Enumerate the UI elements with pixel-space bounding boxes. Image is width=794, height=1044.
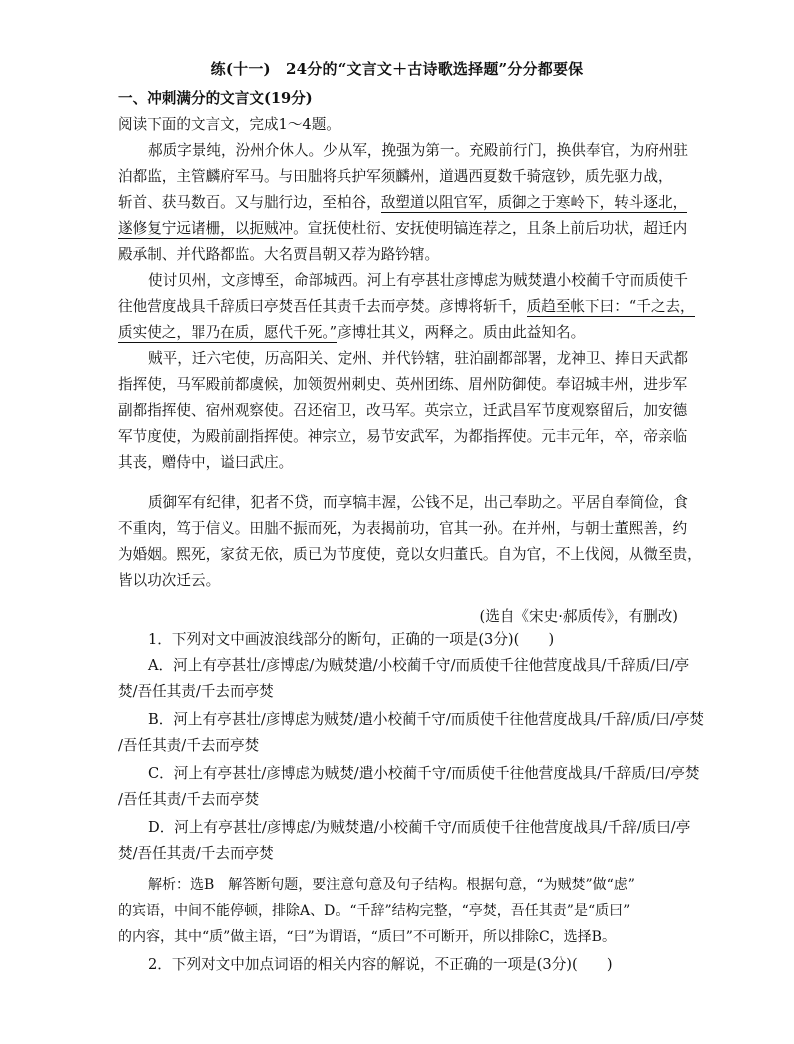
passage-p3-line: 贼平，迁六宅使，历高阳关、定州、并代钤辖，驻泊副都部署，龙神卫、捧日天武都 — [148, 350, 688, 367]
page-title: 练(十一) 24分的“文言文＋古诗歌选择题”分分都要保 — [210, 60, 584, 78]
passage-p3-line: 副都指挥使、宿州观察使。召还宿卫，改马军。英宗立，迁武昌军节度观察留后，加安德 — [118, 402, 688, 419]
passage-p3-line: 其丧，赠侍中，谥曰武庄。 — [118, 454, 294, 471]
question-1-analysis: 的内容，其中“质”做主语，“曰”为谓语，“质曰”不可断开，所以排除C，选择B。 — [118, 929, 616, 945]
passage-p3-line: 军节度使，为殿前副指挥使。神宗立，易节安武军，为都指挥使。元丰元年，卒，帝亲临 — [118, 428, 688, 445]
question-1-option-c: C．河上有亭甚壮/彦博虑为贼焚/遣小校蔺千守/而质使千往他营度战具/千辞质/曰/亭焚 — [148, 765, 700, 782]
translation-underline: 遂修复宁远诸栅，以扼贼冲 — [118, 220, 294, 237]
passage-text: 。宣抚使杜衍、安抚使明镐连荐之，且条上前后功状，超迁内 — [293, 220, 688, 237]
question-1-analysis: 解析：选B 解答断句题，要注意句意及句子结构。根据句意，“为贼焚”做“虑” — [148, 877, 635, 893]
instruction-text: 阅读下面的文言文，完成1～4题。 — [118, 116, 341, 133]
question-2-stem: 2．下列对文中加点词语的相关内容的解说，不正确的一项是(3分)( ) — [148, 956, 613, 973]
question-1-option-d: 焚/吾任其责/千去而亭焚 — [118, 845, 274, 862]
passage-p4-line: 皆以功次迁云。 — [118, 572, 221, 589]
question-1-option-d: D．河上有亭甚壮/彦博虑/为贼焚遣/小校蔺千守/而质使千往他营度战具/千辞/质曰/亭 — [148, 819, 691, 836]
translation-underline: 敌塑道以阻官军，质御之于寒岭下，转斗逐北， — [380, 194, 688, 211]
question-1-option-c: /吾任其责/千去而亭焚 — [118, 791, 260, 808]
translation-underline: 质趋至帐下曰：“千之去， — [526, 298, 695, 315]
passage-p1-line: 殿承制、并代路都监。大名贾昌朝又荐为路钤辖。 — [118, 246, 440, 263]
question-1-option-b: /吾任其责/千去而亭焚 — [118, 737, 260, 754]
passage-text: 彦博壮其义，两释之。质由此益知名。 — [337, 324, 586, 341]
question-1-option-a: 焚/吾任其责/千去而亭焚 — [118, 683, 274, 700]
passage-p1-line — [118, 220, 687, 238]
source-citation: (选自《宋史·郝质传》，有删改) — [479, 608, 678, 625]
passage-p2-line: 使讨贝州，文彦博至，命部城西。河上有亭甚壮彦博虑为贼焚遣小校蔺千守而质使千 — [148, 272, 688, 289]
passage-p3-line: 指挥使，马军殿前都虞候，加领贺州刺史、英州团练、眉州防御使。奉诏城丰州，进步军 — [118, 376, 688, 393]
question-1-option-b: B．河上有亭甚壮/彦博虑为贼焚/遣小校蔺千守/而质使千往他营度战具/千辞/质/曰/亭焚 — [148, 711, 704, 728]
question-1-stem: 1．下列对文中画波浪线部分的断句，正确的一项是(3分)( ) — [148, 631, 555, 648]
passage-text: 往他营度战具千辞质曰亭焚吾任其责千去而亭焚。彦博将斩千， — [118, 298, 527, 315]
question-1-analysis: 的宾语，中间不能停顿，排除A、D。“千辞”结构完整，“亭焚，吾任其责”是“质曰” — [118, 903, 631, 919]
translation-underline: 质实使之，罪乃在质，愿代千死。” — [118, 324, 338, 341]
passage-p4-line: 质御军有纪律，犯者不贷，而享犒丰渥，公钱不足，出己奉助之。平居自奉简俭，食 — [148, 494, 688, 511]
passage-p2-line — [118, 324, 585, 342]
question-1-option-a: A．河上有亭甚壮/彦博虑/为贼焚遣/小校蔺千守/而质使千往他营度战具/千辞质/曰/亭 — [148, 657, 690, 674]
passage-p1-line — [118, 194, 687, 212]
passage-p1-line: 郝质字景纯，汾州介休人。少从军，挽强为第一。充殿前行门，换供奉官，为府州驻 — [148, 142, 688, 159]
passage-p1-line: 泊都监，主管麟府军马。与田朏将兵护军须麟州，道遇西夏数千骑寇钞，质先驱力战， — [118, 168, 673, 185]
passage-p4-line: 不重肉，笃于信义。田朏不振而死，为表揭前功，官其一孙。在并州，与朝士董熙善，约 — [118, 520, 688, 537]
passage-p2-line — [118, 298, 695, 316]
section-heading: 一、冲刺满分的文言文(19分) — [118, 90, 313, 107]
passage-p4-line: 为婚姻。熙死，家贫无依，质已为节度使，竟以女归董氏。自为官，不上伐阅，从微至贵， — [118, 546, 702, 563]
passage-text: 斩首、获马数百。又与朏行边，至柏谷， — [118, 194, 381, 211]
